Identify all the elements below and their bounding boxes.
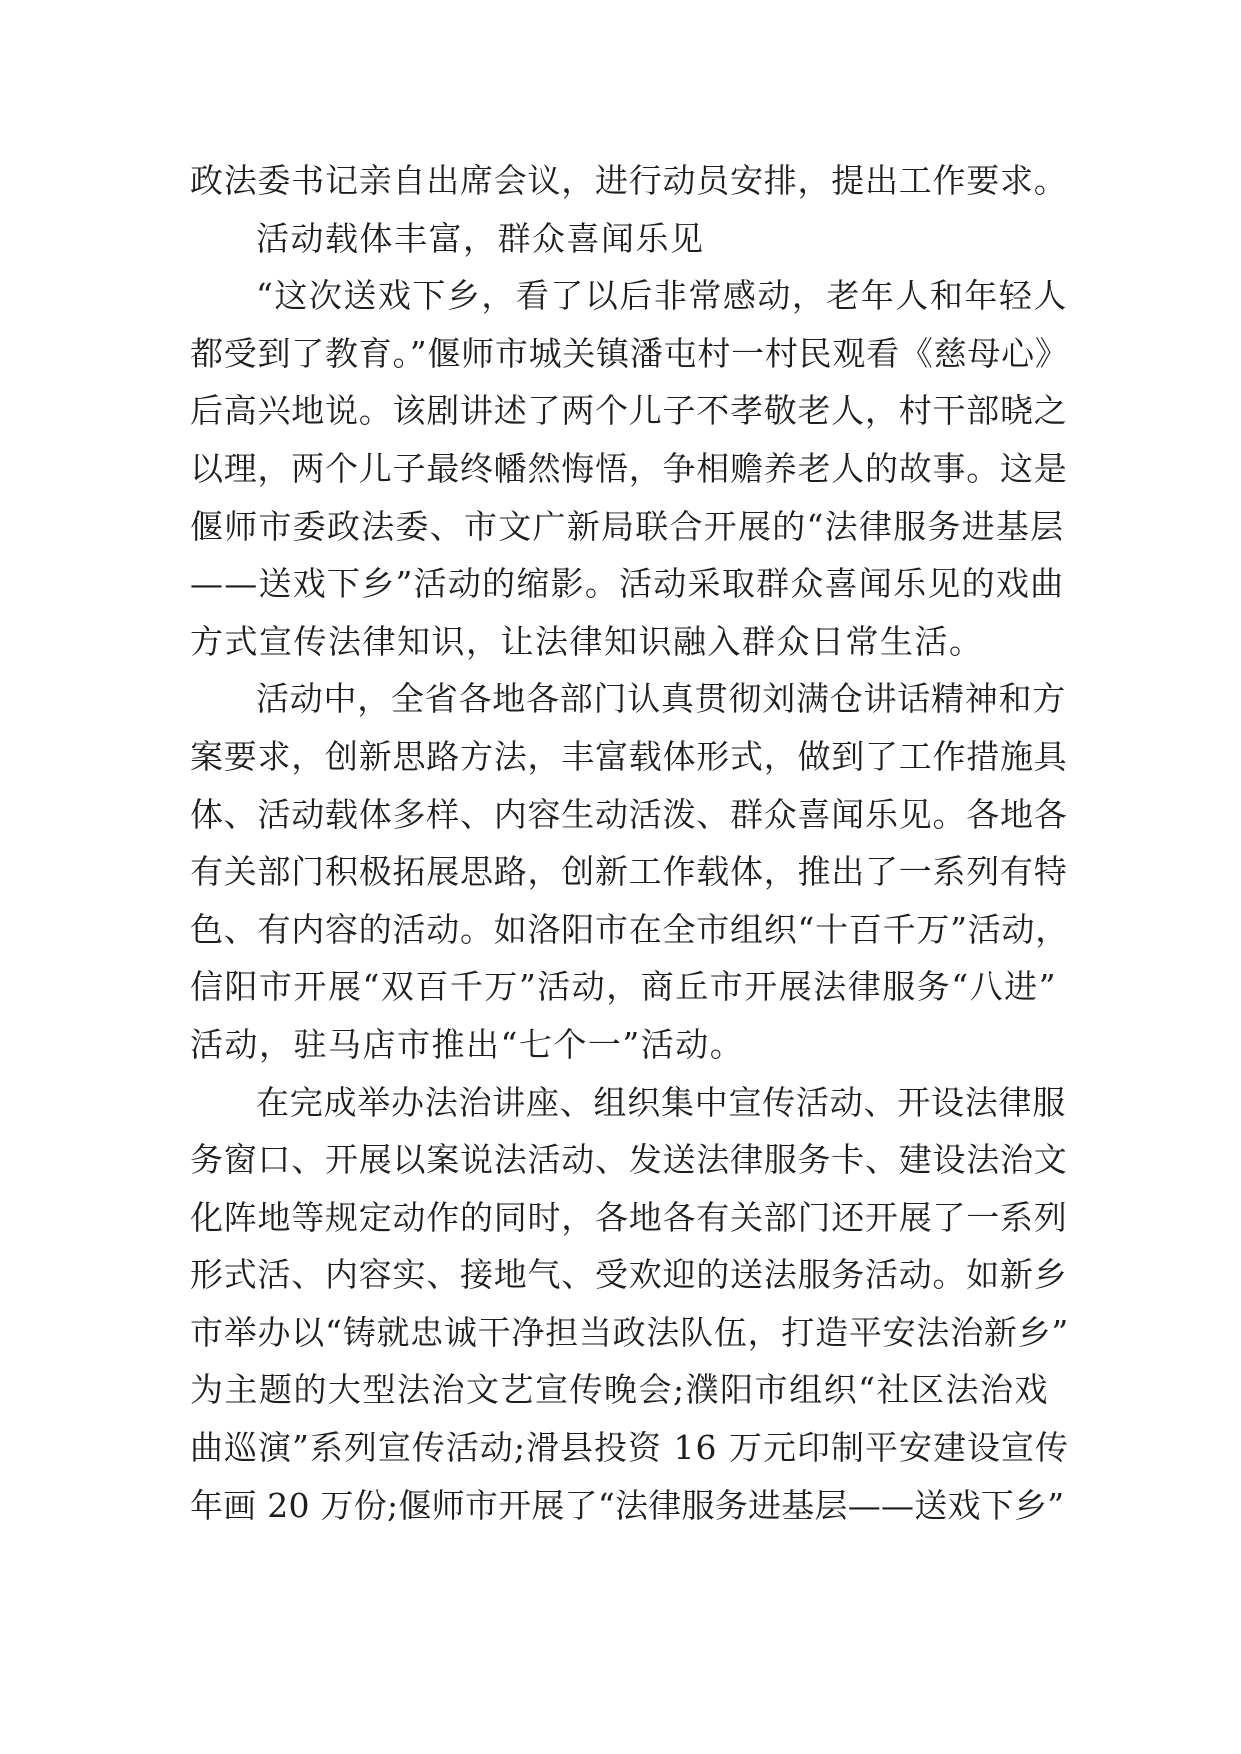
text-line: 活动中，全省各地各部门认真贯彻刘满仓讲话精神和方	[256, 679, 1066, 719]
text-line: 活动载体丰富，群众喜闻乐见	[256, 218, 705, 258]
text-line: 都受到了教育。”偃师市城关镇潘屯村一村民观看《慈母心》	[190, 333, 1069, 373]
text-line: ——送戏下乡”活动的缩影。活动采取群众喜闻乐见的戏曲	[190, 564, 1065, 604]
text-line: 方式宣传法律知识，让法律知识融入群众日常生活。	[190, 621, 984, 661]
text-line: 案要求，创新思路方法，丰富载体形式，做到了工作措施具	[190, 736, 1068, 776]
text-line: 偃师市委政法委、市文广新局联合开展的“法律服务进基层	[190, 506, 1065, 546]
text-line: 市举办以“铸就忠诚干净担当政法队伍，打造平安法治新乡”	[190, 1312, 1069, 1352]
text-line: 在完成举办法治讲座、组织集中宣传活动、开设法律服	[256, 1082, 1066, 1122]
text-line: 以理，两个儿子最终幡然悔悟，争相赡养老人的故事。这是	[190, 448, 1068, 488]
body-text	[190, 152, 1070, 1534]
text-line: 信阳市开展“双百千万”活动，商丘市开展法律服务“八进”	[190, 967, 1057, 1007]
text-line: 曲巡演”系列宣传活动;滑县投资 16 万元印制平安建设宣传	[190, 1428, 1069, 1468]
text-line: 色、有内容的活动。如洛阳市在全市组织“十百千万”活动，	[190, 909, 1069, 949]
text-line: 有关部门积极拓展思路，创新工作载体，推出了一系列有特	[190, 852, 1068, 892]
text-line: 为主题的大型法治文艺宣传晚会;濮阳市组织“社区法治戏	[190, 1370, 1049, 1410]
text-line: 务窗口、开展以案说法活动、发送法律服务卡、建设法治文	[190, 1140, 1068, 1180]
text-line: 体、活动载体多样、内容生动活泼、群众喜闻乐见。各地各	[190, 794, 1068, 834]
text-line: 形式活、内容实、接地气、受欢迎的送法服务活动。如新乡	[190, 1255, 1068, 1295]
text-line: 年画 20 万份;偃师市开展了“法律服务进基层——送戏下乡”	[190, 1485, 1065, 1525]
text-line: 政法委书记亲自出席会议，进行动员安排，提出工作要求。	[190, 161, 1068, 200]
text-line: 化阵地等规定动作的同时，各地各有关部门还开展了一系列	[190, 1197, 1068, 1237]
text-line: 后高兴地说。该剧讲述了两个儿子不孝敬老人，村干部晓之	[190, 391, 1068, 431]
text-line: “这次送戏下乡，看了以后非常感动，老年人和年轻人	[256, 276, 1068, 316]
text-line: 活动，驻马店市推出“七个一”活动。	[190, 1024, 745, 1064]
